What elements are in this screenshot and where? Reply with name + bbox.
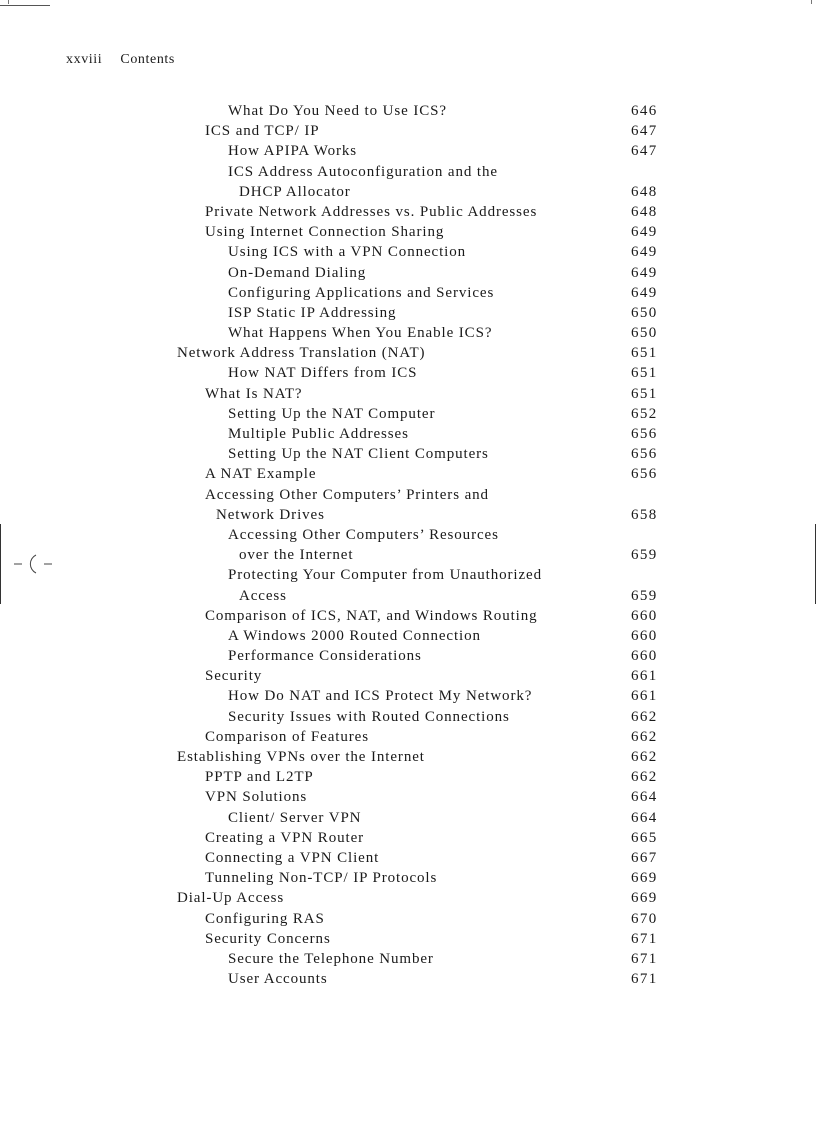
toc-entry-title: over the Internet xyxy=(239,547,354,564)
toc-entry xyxy=(0,868,816,888)
toc-entry xyxy=(0,686,816,706)
toc-entry xyxy=(0,888,816,908)
toc-entry xyxy=(0,969,816,989)
toc-entry-page: 669 xyxy=(631,870,658,887)
toc-entry xyxy=(0,666,816,686)
running-head xyxy=(66,52,175,68)
toc-entry-page: 662 xyxy=(631,728,658,745)
toc-entry-page: 651 xyxy=(631,385,658,402)
toc-entry-title: User Accounts xyxy=(228,971,328,988)
toc-entry-page: 648 xyxy=(631,203,658,220)
toc-entry-page: 648 xyxy=(631,183,658,200)
toc-entry-page: 667 xyxy=(631,849,658,866)
toc-entry-page: 650 xyxy=(631,325,658,342)
toc-entry xyxy=(0,242,816,262)
toc-entry-page: 664 xyxy=(631,789,658,806)
toc-entry-page: 656 xyxy=(631,426,658,442)
toc-entry-page: 656 xyxy=(631,446,658,463)
toc-entry-title: ICS Address Autoconfiguration and the xyxy=(228,163,498,180)
toc-entry xyxy=(0,646,816,666)
toc-entry-title: Comparison of ICS, NAT, and Windows Routing xyxy=(205,607,538,624)
page-number: xxviii xyxy=(66,52,103,67)
toc-entry-title: Private Network Addresses vs. Public Addresses xyxy=(205,203,538,220)
toc-entry xyxy=(0,485,816,505)
toc-entry xyxy=(0,182,816,202)
toc-entry-title: Security xyxy=(205,668,263,685)
toc-entry-page: 649 xyxy=(631,224,658,241)
toc-entry-page: 664 xyxy=(631,809,658,826)
toc-entry xyxy=(0,747,816,767)
toc-entry-title: VPN Solutions xyxy=(205,789,308,806)
toc-entry-title: Using Internet Connection Sharing xyxy=(205,224,445,241)
toc-entry xyxy=(0,828,816,848)
toc-entry xyxy=(0,525,816,545)
toc-entry xyxy=(0,444,816,464)
toc-entry-title: How APIPA Works xyxy=(228,143,357,160)
toc-entry-page: 662 xyxy=(631,749,658,765)
toc-entry-title: Configuring Applications and Services xyxy=(228,284,495,301)
toc-entry-page: 661 xyxy=(631,668,658,685)
toc-entry-title: Security Issues with Routed Connections xyxy=(228,708,510,725)
toc-entry-page: 650 xyxy=(631,304,658,321)
toc-entry xyxy=(0,808,816,828)
toc-entry-page: 652 xyxy=(631,405,658,422)
section-title: Contents xyxy=(120,52,175,67)
toc-entry-page: 662 xyxy=(631,769,658,786)
toc-entry-title: What Is NAT? xyxy=(205,385,303,402)
toc-entry xyxy=(0,464,816,484)
toc-entry xyxy=(0,363,816,383)
toc-entry-page: 660 xyxy=(631,648,658,665)
toc-entry xyxy=(0,303,816,323)
toc-entry xyxy=(0,263,816,283)
toc-entry-page: 660 xyxy=(631,607,658,624)
toc-entry xyxy=(0,565,816,585)
toc-entry-page: 646 xyxy=(631,103,658,119)
toc-entry-page: 647 xyxy=(631,143,658,160)
toc-entry-page: 671 xyxy=(631,930,658,947)
toc-entry-page: 660 xyxy=(631,627,658,644)
toc-entry xyxy=(0,404,816,424)
toc-entry-page: 659 xyxy=(631,587,658,604)
toc-entry-title: Security Concerns xyxy=(205,930,331,947)
toc-entry xyxy=(0,606,816,626)
toc-entry-title: A NAT Example xyxy=(205,466,317,483)
toc-entry-page: 665 xyxy=(631,829,658,846)
toc-entry-title: Dial-Up Access xyxy=(177,890,285,907)
toc-entry xyxy=(0,505,816,525)
toc-entry-title: Using ICS with a VPN Connection xyxy=(228,244,467,261)
toc-entry-page: 651 xyxy=(631,365,658,382)
toc-entry xyxy=(0,424,816,444)
toc-entry-page: 649 xyxy=(631,264,658,281)
toc-entry-title: ICS and TCP/ IP xyxy=(205,123,320,140)
toc-entry xyxy=(0,121,816,141)
toc-entry-page: 670 xyxy=(631,910,658,927)
toc-entry-page: 661 xyxy=(631,688,658,705)
toc-entry xyxy=(0,626,816,646)
toc-entry-title: Accessing Other Computers’ Resources xyxy=(228,526,499,543)
toc-entry xyxy=(0,848,816,868)
toc-entry-page: 651 xyxy=(631,345,658,362)
toc-entry xyxy=(0,283,816,303)
toc-entry-page: 656 xyxy=(631,466,658,483)
toc-entry xyxy=(0,343,816,363)
toc-entry-title: What Happens When You Enable ICS? xyxy=(228,325,493,342)
toc-entry xyxy=(0,545,816,565)
toc-entry xyxy=(0,586,816,606)
toc-entry-title: Accessing Other Computers’ Printers and xyxy=(205,486,489,503)
toc-entry-title: Access xyxy=(239,587,287,604)
toc-entry-title: Tunneling Non-TCP/ IP Protocols xyxy=(205,870,438,887)
toc-entry xyxy=(0,222,816,242)
toc-entry xyxy=(0,101,816,121)
toc-entry-title: Setting Up the NAT Computer xyxy=(228,405,436,422)
toc-entry-title: ISP Static IP Addressing xyxy=(228,304,397,321)
toc-entry xyxy=(0,202,816,222)
toc-entry-title: On-Demand Dialing xyxy=(228,264,367,281)
toc-entry-title: Comparison of Features xyxy=(205,728,369,745)
toc-entry xyxy=(0,727,816,747)
toc-entry-title: Connecting a VPN Client xyxy=(205,849,380,866)
toc-entry-page: 658 xyxy=(631,506,658,523)
crop-mark-top-left xyxy=(0,5,50,6)
toc-entry-page: 649 xyxy=(631,244,658,261)
toc-entry-title: How Do NAT and ICS Protect My Network? xyxy=(228,688,533,705)
toc-entry-title: Performance Considerations xyxy=(228,648,422,665)
toc-entry-page: 671 xyxy=(631,950,658,967)
toc-entry-title: DHCP Allocator xyxy=(239,183,351,200)
toc-entry-title: Configuring RAS xyxy=(205,910,325,927)
toc-entry-page: 671 xyxy=(631,971,658,988)
toc-entry-title: What Do You Need to Use ICS? xyxy=(228,103,447,119)
crop-tick-top-right xyxy=(811,0,812,4)
toc-entry-title: PPTP and L2TP xyxy=(205,769,314,786)
toc-entry-title: A Windows 2000 Routed Connection xyxy=(228,627,481,644)
toc-entry xyxy=(0,384,816,404)
toc-entry-page: 662 xyxy=(631,708,658,725)
toc-entry-title: Network Address Translation (NAT) xyxy=(177,345,426,362)
toc-entry xyxy=(0,707,816,727)
toc-entry xyxy=(0,141,816,161)
toc-entry xyxy=(0,949,816,969)
table-of-contents xyxy=(0,101,816,989)
toc-entry xyxy=(0,929,816,949)
toc-entry-title: Establishing VPNs over the Internet xyxy=(177,749,425,765)
toc-entry xyxy=(0,162,816,182)
toc-entry-page: 669 xyxy=(631,890,658,907)
toc-entry xyxy=(0,787,816,807)
toc-entry-title: Secure the Telephone Number xyxy=(228,950,434,967)
toc-entry-page: 647 xyxy=(631,123,658,140)
toc-entry xyxy=(0,909,816,929)
crop-tick-top-left xyxy=(8,0,9,4)
toc-entry xyxy=(0,323,816,343)
toc-entry-page: 649 xyxy=(631,284,658,301)
toc-entry-title: Creating a VPN Router xyxy=(205,829,365,846)
toc-entry-title: Network Drives xyxy=(216,506,325,523)
toc-entry-title: How NAT Differs from ICS xyxy=(228,365,418,382)
toc-entry-title: Client/ Server VPN xyxy=(228,809,362,826)
toc-entry-title: Setting Up the NAT Client Computers xyxy=(228,446,489,463)
toc-entry-page: 659 xyxy=(631,547,658,564)
toc-entry-title: Multiple Public Addresses xyxy=(228,426,409,442)
toc-entry-title: Protecting Your Computer from Unauthorized xyxy=(228,567,543,584)
toc-entry xyxy=(0,767,816,787)
